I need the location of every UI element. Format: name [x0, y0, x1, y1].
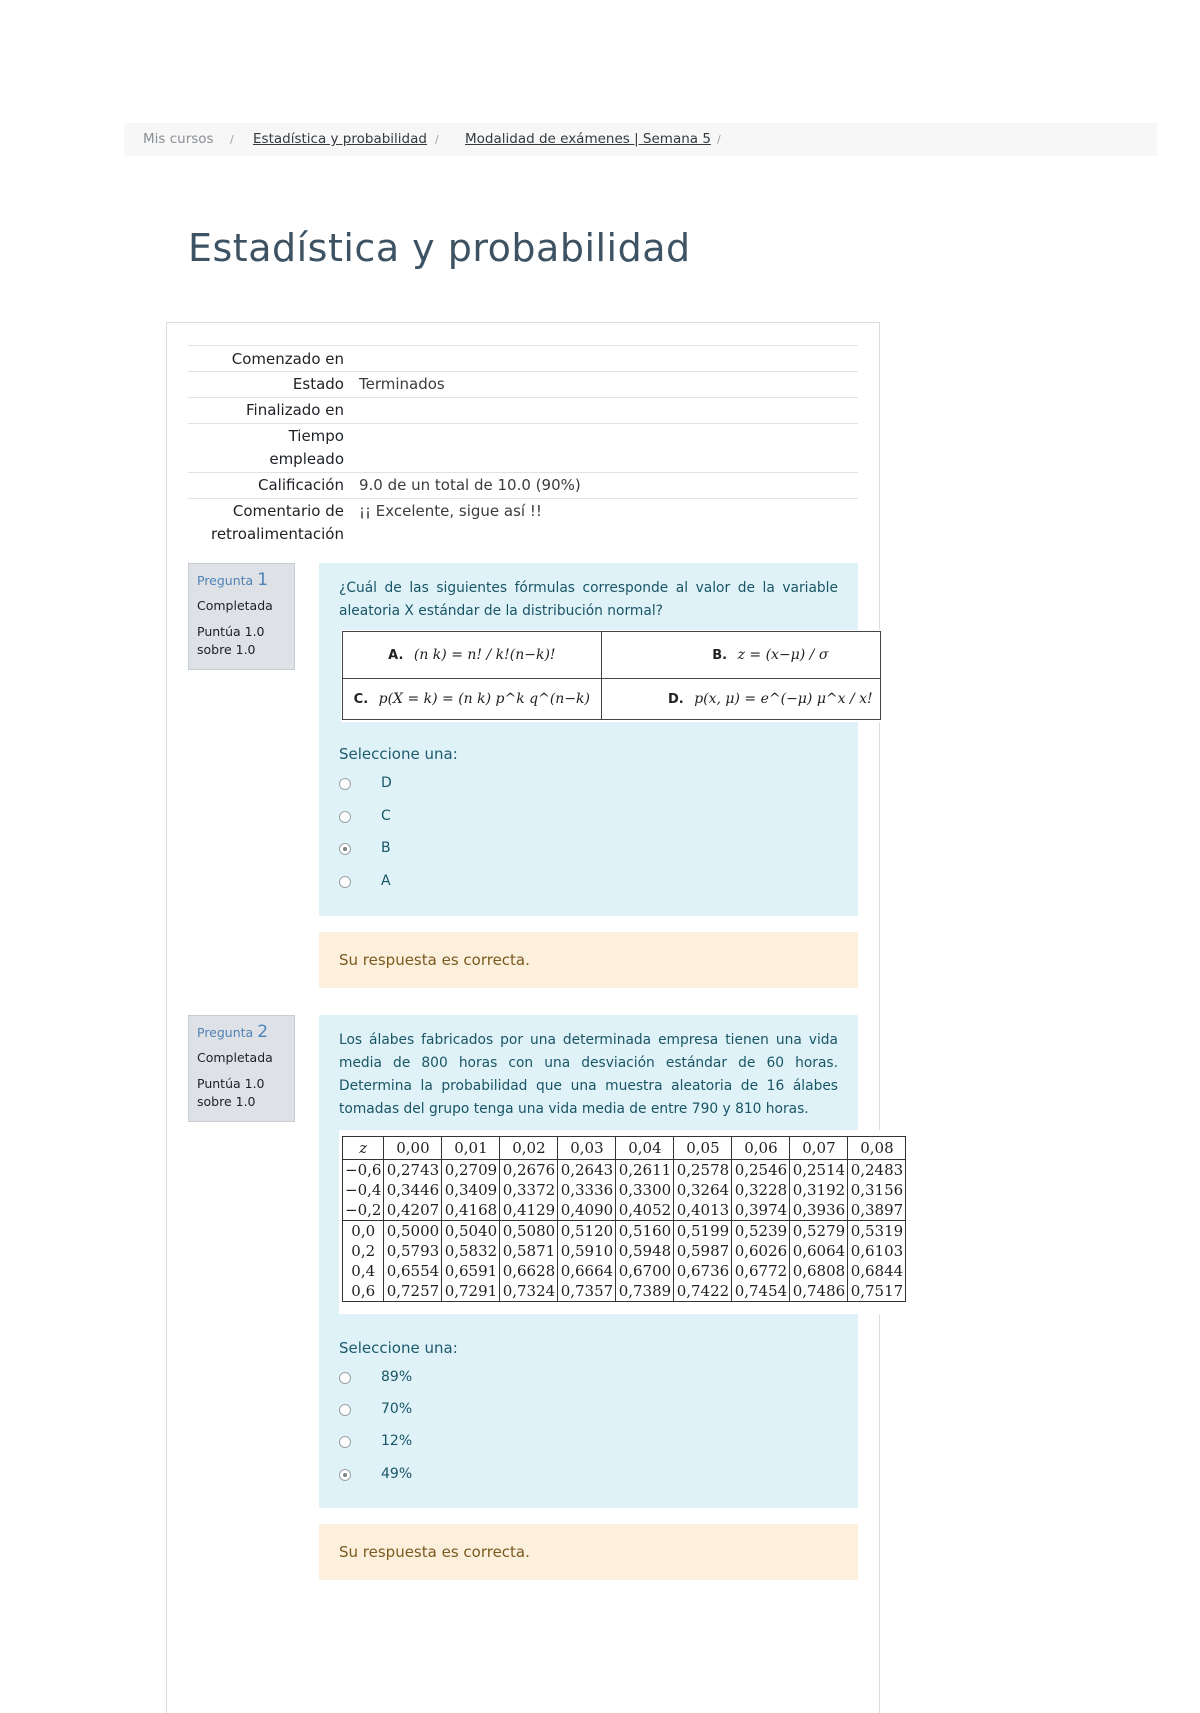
page-title: Estadística y probabilidad [188, 226, 691, 270]
answer-option-label: D [381, 775, 392, 791]
z-table-image [339, 1130, 904, 1314]
z-table-cell: 0,2643 [558, 1160, 616, 1181]
z-table-cell: 0,5160 [616, 1221, 674, 1242]
summary-row-feedback [188, 498, 858, 549]
z-table-header-row [343, 1137, 906, 1160]
z-table-cell: 0,4 [343, 1261, 384, 1281]
breadcrumb-separator: / [717, 133, 721, 146]
answer-option-label: 89% [381, 1369, 413, 1385]
z-table-cell: 0,4129 [500, 1200, 558, 1221]
formula-cell-b [601, 632, 880, 679]
z-table-cell: 0,4013 [674, 1200, 732, 1221]
radio-button[interactable] [339, 1404, 351, 1416]
z-table-cell: 0,3228 [732, 1180, 790, 1200]
z-table-cell: 0,2676 [500, 1160, 558, 1181]
z-table-row [343, 1200, 906, 1221]
z-table-cell: 0,5871 [500, 1241, 558, 1261]
radio-button[interactable] [339, 811, 351, 823]
z-table-cell: 0,7389 [616, 1281, 674, 1302]
formula-cell-a [343, 632, 602, 679]
radio-button[interactable] [339, 876, 351, 888]
z-table-cell: 0,5987 [674, 1241, 732, 1261]
formula-cell-c [343, 679, 602, 720]
z-table-row [343, 1241, 906, 1261]
question-feedback: Su respuesta es correcta. [319, 1524, 858, 1580]
question-state: Completada [197, 598, 273, 613]
z-table-cell: 0,2709 [442, 1160, 500, 1181]
z-table-cell: 0,5832 [442, 1241, 500, 1261]
z-table-cell: 0,4207 [384, 1200, 442, 1221]
radio-button-selected[interactable] [339, 1469, 351, 1481]
question-label: Pregunta [197, 1025, 254, 1040]
z-table-cell: 0,7454 [732, 1281, 790, 1302]
z-table-cell: 0,3409 [442, 1180, 500, 1200]
z-table-cell: 0,0 [343, 1221, 384, 1242]
z-table-cell: −0,6 [343, 1160, 384, 1181]
breadcrumb-exam-link[interactable]: Modalidad de exámenes | Semana 5 [465, 131, 711, 147]
formula-label: C. [353, 692, 369, 707]
summary-row-finished [188, 397, 858, 423]
z-table-cell: 0,2578 [674, 1160, 732, 1181]
z-table-cell: 0,5040 [442, 1221, 500, 1242]
z-table-cell: 0,5910 [558, 1241, 616, 1261]
z-table-cell: 0,5793 [384, 1241, 442, 1261]
z-table-cell: 0,3156 [848, 1180, 906, 1200]
z-table-cell: 0,4052 [616, 1200, 674, 1221]
z-table-cell: 0,2 [343, 1241, 384, 1261]
formula-label: D. [668, 692, 684, 707]
summary-label: Tiempo [288, 427, 344, 445]
radio-button-selected[interactable] [339, 843, 351, 855]
radio-button[interactable] [339, 778, 351, 790]
z-table-cell: 0,5239 [732, 1221, 790, 1242]
z-table-header-cell: 0,00 [384, 1137, 442, 1160]
z-table-cell: 0,2483 [848, 1160, 906, 1181]
z-table-cell: 0,3974 [732, 1200, 790, 1221]
summary-row-state [188, 371, 858, 397]
z-table-cell: 0,3300 [616, 1180, 674, 1200]
z-table-cell: 0,6736 [674, 1261, 732, 1281]
z-table-cell: 0,6808 [790, 1261, 848, 1281]
z-table-cell: 0,7357 [558, 1281, 616, 1302]
z-table-cell: 0,6064 [790, 1241, 848, 1261]
z-table-cell: 0,3336 [558, 1180, 616, 1200]
summary-label: Comenzado en [231, 350, 344, 368]
z-table-cell: 0,6103 [848, 1241, 906, 1261]
z-table-cell: 0,4090 [558, 1200, 616, 1221]
z-table-header-cell: 0,02 [500, 1137, 558, 1160]
z-table-cell: 0,3897 [848, 1200, 906, 1221]
z-table-cell: 0,3936 [790, 1200, 848, 1221]
z-table [342, 1136, 906, 1302]
question-text: Los álabes fabricados por una determinada empresa tienen una vida media de 800 horas con una desviación estándar de 60 horas. Determina la probabilidad que una muestra aleatoria de 16 álabes tomadas del grupo tenga una vida media de entre 790 y 810 horas. [339, 1032, 838, 1117]
question-grade [197, 623, 286, 659]
z-table-cell: 0,2546 [732, 1160, 790, 1181]
answer-prompt: Seleccione una: [339, 1339, 458, 1357]
z-table-header-cell: 0,06 [732, 1137, 790, 1160]
z-table-row [343, 1180, 906, 1200]
breadcrumb-course-link[interactable]: Estadística y probabilidad [253, 131, 427, 147]
question-label: Pregunta [197, 573, 254, 588]
z-table-cell: 0,7257 [384, 1281, 442, 1302]
radio-button[interactable] [339, 1372, 351, 1384]
formula-cell-d [601, 679, 880, 720]
z-table-cell: 0,4168 [442, 1200, 500, 1221]
z-table-cell: 0,3192 [790, 1180, 848, 1200]
z-table-row [343, 1281, 906, 1302]
question-info [188, 563, 295, 670]
z-table-cell: 0,6664 [558, 1261, 616, 1281]
summary-label: empleado [269, 450, 344, 468]
summary-label: Estado [292, 375, 344, 393]
question-grade-line: Puntúa 1.0 [197, 1076, 265, 1091]
z-table-header-cell: 0,05 [674, 1137, 732, 1160]
z-table-cell: 0,7486 [790, 1281, 848, 1302]
formula-c: p(X = k) = (n k) p^k q^(n−k) [378, 691, 591, 707]
breadcrumb-my-courses[interactable]: Mis cursos [143, 131, 214, 147]
z-table-cell: 0,6026 [732, 1241, 790, 1261]
z-table-cell: 0,7422 [674, 1281, 732, 1302]
z-table-cell: 0,6700 [616, 1261, 674, 1281]
radio-button[interactable] [339, 1436, 351, 1448]
breadcrumb-separator: / [435, 133, 439, 146]
summary-label: Finalizado en [245, 401, 344, 419]
z-table-cell: 0,5319 [848, 1221, 906, 1242]
question-info [188, 1015, 295, 1122]
answer-option-label: A [381, 873, 391, 889]
question-formulation [319, 563, 858, 916]
z-table-cell: 0,5199 [674, 1221, 732, 1242]
z-table-header-cell: 0,07 [790, 1137, 848, 1160]
z-table-cell: −0,2 [343, 1200, 384, 1221]
summary-row-grade [188, 472, 858, 498]
formula-label: A. [388, 648, 404, 663]
formula-options-image [341, 630, 881, 722]
question-grade-line: sobre 1.0 [197, 1094, 256, 1109]
summary-row-started [188, 345, 858, 371]
z-table-cell: 0,6591 [442, 1261, 500, 1281]
z-table-cell: 0,5279 [790, 1221, 848, 1242]
answer-option-label: C [381, 808, 391, 824]
z-table-cell: 0,3372 [500, 1180, 558, 1200]
z-table-cell: 0,6554 [384, 1261, 442, 1281]
z-table-header-cell: 0,08 [848, 1137, 906, 1160]
question-number: 2 [257, 1022, 269, 1042]
z-table-cell: 0,5120 [558, 1221, 616, 1242]
z-table-cell: 0,2514 [790, 1160, 848, 1181]
z-table-cell: 0,5948 [616, 1241, 674, 1261]
question-feedback: Su respuesta es correcta. [319, 932, 858, 988]
z-table-header-cell: 0,03 [558, 1137, 616, 1160]
z-table-cell: 0,5000 [384, 1221, 442, 1242]
question-state: Completada [197, 1050, 273, 1065]
formula-d: p(x, μ) = e^(−μ) μ^x / x! [694, 691, 873, 707]
question-grade-line: Puntúa 1.0 [197, 624, 265, 639]
summary-label: retroalimentación [210, 525, 344, 543]
question-grade [197, 1075, 286, 1111]
z-table-row [343, 1160, 906, 1181]
attempt-summary-table [188, 345, 858, 549]
question-text: ¿Cuál de las siguientes fórmulas corresponde al valor de la variable aleatoria X estándar de la distribución normal? [339, 580, 838, 619]
z-table-cell: 0,7517 [848, 1281, 906, 1302]
z-table-cell: 0,3446 [384, 1180, 442, 1200]
answer-prompt: Seleccione una: [339, 745, 458, 763]
z-table-cell: 0,2611 [616, 1160, 674, 1181]
summary-value: ¡¡ Excelente, sigue así !! [359, 502, 542, 520]
z-table-header-cell: 0,01 [442, 1137, 500, 1160]
z-table-cell: 0,6 [343, 1281, 384, 1302]
breadcrumb-separator: / [230, 133, 234, 146]
answer-option-label: 49% [381, 1466, 413, 1482]
summary-value: Terminados [359, 375, 445, 393]
z-table-cell: 0,3264 [674, 1180, 732, 1200]
summary-label: Calificación [258, 476, 344, 494]
formula-label: B. [712, 648, 728, 663]
answer-option-label: B [381, 840, 391, 856]
breadcrumb [124, 123, 1157, 156]
z-table-cell: 0,7291 [442, 1281, 500, 1302]
formula-a: (n k) = n! / k!(n−k)! [413, 647, 556, 663]
formula-b: z = (x−μ) / σ [737, 647, 829, 663]
z-table-header-cell: 0,04 [616, 1137, 674, 1160]
z-table-row [343, 1221, 906, 1242]
z-table-cell: 0,6772 [732, 1261, 790, 1281]
answer-option-label: 70% [381, 1401, 413, 1417]
question-number: 1 [257, 570, 269, 590]
z-table-cell: 0,2743 [384, 1160, 442, 1181]
z-table-row [343, 1261, 906, 1281]
z-table-cell: 0,5080 [500, 1221, 558, 1242]
z-table-cell: 0,6844 [848, 1261, 906, 1281]
summary-row-time-taken [188, 423, 858, 472]
question-grade-line: sobre 1.0 [197, 642, 256, 657]
z-table-header-cell: z [343, 1137, 384, 1160]
summary-label: Comentario de [232, 502, 344, 520]
z-table-cell: 0,6628 [500, 1261, 558, 1281]
z-table-cell: −0,4 [343, 1180, 384, 1200]
summary-value: 9.0 de un total de 10.0 (90%) [359, 476, 581, 494]
z-table-cell: 0,7324 [500, 1281, 558, 1302]
answer-option-label: 12% [381, 1433, 413, 1449]
